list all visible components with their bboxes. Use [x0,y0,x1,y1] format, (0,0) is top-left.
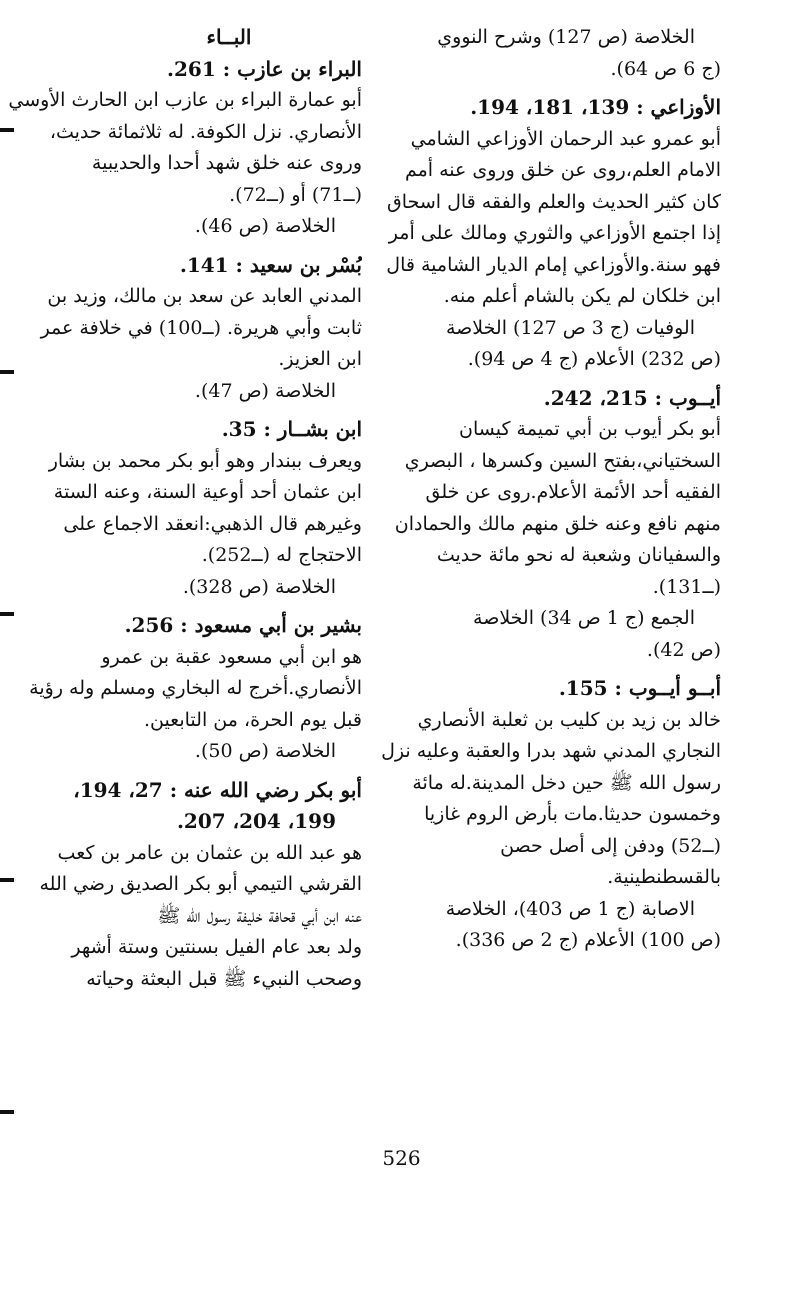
text-line: هو ابن أبي مسعود عقبة بن عمرو [101,645,362,668]
text-line: الأنصاري. نزل الكوفة. له ثلاثمائة حديث، [49,120,362,143]
entry-abu-ayyub [378,673,721,957]
reference-line: الخلاصة (ص 46). [194,215,336,237]
entry-heading: ابن بشــار : 35. [221,417,362,441]
reference-line: الوفيات (ج 3 ص 127) الخلاصة [445,316,695,339]
text-line: أبو عمارة البراء بن عازب ابن الحارث الأوسي [8,89,362,111]
text-line: بالقسطنطينية. [607,866,721,888]
reference-line: الاصابة (ج 1 ص 403)، الخلاصة [445,897,695,920]
text-line: كان كثير الحديث والعلم والفقه قال اسحاق [387,190,721,213]
text-line: (ج 6 ص 64). [610,57,721,80]
entry-awzai [378,92,721,376]
text-line: ابن العزيز. [278,348,362,370]
text-line: الامام العلم،روى عن خلق وروى عنه أمم [404,159,721,181]
entry-bara [6,54,362,243]
reference-line: الجمع (ج 1 ص 34) الخلاصة [473,607,695,629]
text-line: (ــ71) أو (ــ72). [229,183,362,206]
text-line: ولد بعد عام الفيل بسنتين وستة أشهر [71,936,362,958]
reference-line: (ص 42). [646,638,721,661]
text-line: ابن عثمان أحد أوعية السنة، وعنه الستة [53,481,362,503]
text-line: الخلاصة (ص 127) وشرح النووي [437,26,695,48]
right-column [378,22,721,964]
text-line: خالد بن زيد بن كليب بن ثعلبة الأنصاري [417,708,721,731]
text-line: وخمسون حديثا.مات بأرض الروم غازيا [424,803,721,825]
reference-line: الخلاصة (ص 328). [182,575,336,598]
entry-heading-continued: 199، 204، 207. [176,809,336,833]
text-line: الأنصاري.أخرج له البخاري ومسلم وله رؤية [29,677,362,699]
binding-mark [0,878,14,882]
text-line: وروى عنه خلق شهد أحدا والحديبية [91,152,362,174]
text-line: القرشي التيمي أبو بكر الصديق رضي الله [39,873,362,895]
text-line: ابن خلكان لم يكن بالشام أعلم منه. [443,285,721,307]
reference-line: الخلاصة (ص 47). [194,379,336,402]
entry-heading: أبــو أيــوب : 155. [558,676,721,700]
entry-heading: بُسْر بن سعيد : 141. [179,252,362,277]
text-line: الفقيه أحد الأئمة الأعلام.روى عن خلق [425,481,721,503]
reference-line: (ص 232) الأعلام (ج 4 ص 94). [467,348,721,370]
text-line: إذا اجتمع الأوزاعي والثوري ومالك على أمر [388,222,721,244]
entry-abu-bakr [6,775,362,996]
text-line: (ــ52) ودفن إلى أصل حصن [500,834,721,857]
page-number: 526 [382,1146,421,1170]
entry-heading: أبو بكر رضي الله عنه : 27، 194، [73,777,362,802]
text-line: أبو بكر أيوب بن أبي تميمة كيسان [459,418,721,440]
binding-mark [0,128,14,132]
left-column [6,22,362,1002]
binding-mark [0,612,14,616]
text-line: (ــ131). [652,575,721,598]
section-title: البــاء [206,25,252,49]
entry-heading: بشير بن أبي مسعود : 256. [124,613,362,637]
text-line: والسفيانان وشعبة له نحو مائة حديث [436,544,721,566]
entry-heading: الأوزاعي : 139، 181، 194. [470,95,721,119]
text-line: أبو عمرو عبد الرحمان الأوزاعي الشامي [410,127,721,150]
text-line: رسول الله ﷺ حين دخل المدينة.له مائة [412,771,721,794]
entry-heading: أيــوب : 215، 242. [543,385,721,410]
entry-bashir [6,610,362,768]
text-line: ويعرف ببندار وهو أبو بكر محمد بن بشار [48,449,362,472]
entry-ayyub [378,383,721,667]
text-line: ثابت وأبي هريرة. (ــ100) في خلافة عمر [40,316,362,339]
text-line: قبل يوم الحرة، من التابعين. [143,708,362,731]
text-line: السختياني،بفتح السين وكسرها ، البصري [404,449,721,472]
reference-line: (ص 100) الأعلام (ج 2 ص 336). [455,929,721,951]
text-line: عنه ابن أبي قحافة خليفة رسول الله ﷺ [157,904,362,927]
binding-mark [0,1110,14,1114]
right-entry-continuation [378,22,721,85]
entry-ibn-bashshar [6,414,362,603]
entry-heading: البراء بن عازب : 261. [167,56,362,81]
text-line: هو عبد الله بن عثمان بن عامر بن كعب [57,841,362,864]
text-line: وصحب النبيء ﷺ قبل البعثة وحياته [86,967,362,990]
entry-busr [6,250,362,408]
text-line: الاحتجاج له (ــ252). [201,544,362,566]
text-line: النجاري المدني شهد بدرا والعقبة وعليه نزل [381,740,721,762]
binding-mark [0,370,14,374]
text-line: فهو سنة.والأوزاعي إمام الديار الشامية قال [386,253,721,276]
reference-line: الخلاصة (ص 50). [194,740,336,762]
text-line: منهم نافع وعنه خلق منهم مالك والحمادان [394,512,721,535]
text-line: وغيرهم قال الذهبي:انعقد الاجماع على [63,512,362,535]
text-line: المدني العابد عن سعد بن مالك، وزيد بن [47,285,362,307]
